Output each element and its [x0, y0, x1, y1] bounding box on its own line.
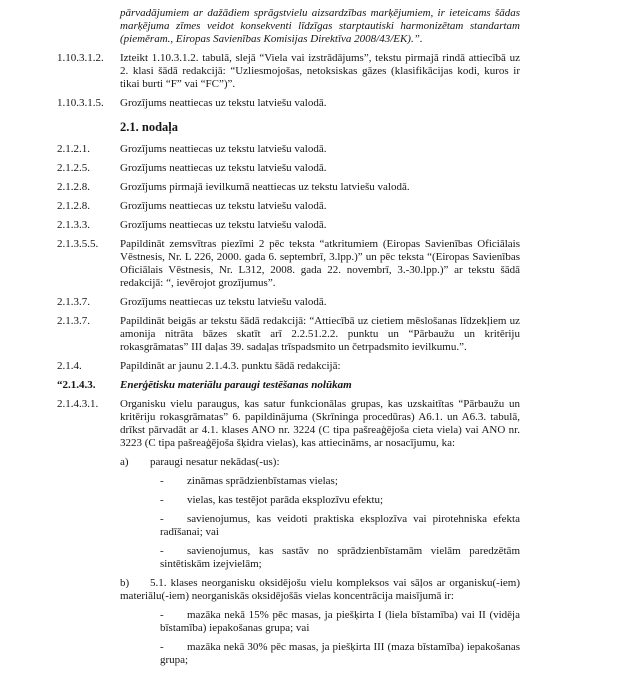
letter-marker: a) [120, 456, 129, 468]
item-text: zināmas sprādzienbīstamas vielas; [187, 475, 338, 487]
dash-marker: - [160, 513, 164, 525]
paragraph-text: Papildināt ar jaunu 2.1.4.3. punktu šādā redakcijā: [120, 360, 341, 372]
numbered-row [57, 360, 639, 373]
item-number: 2.1.2.5. [57, 162, 90, 174]
item-number: “2.1.4.3. [57, 379, 96, 391]
numbered-row [57, 296, 639, 309]
item-text: vielas, kas testējot parāda eksplozīvu efektu; [187, 494, 384, 506]
numbered-row [57, 162, 639, 175]
document-body [57, 7, 639, 667]
dash-item [160, 641, 520, 667]
dash-row [57, 475, 639, 488]
dash-item [160, 513, 520, 539]
heading-row [57, 120, 639, 135]
dash-row [57, 513, 639, 539]
numbered-row [57, 315, 639, 354]
dash-row [57, 641, 639, 667]
paragraph-text: Grozījums neattiecas uz tekstu latviešu valodā. [120, 296, 327, 308]
paragraph-text: Grozījums neattiecas uz tekstu latviešu valodā. [120, 162, 327, 174]
dash-marker: - [160, 641, 164, 653]
paragraph-text: Papildināt beigās ar tekstu šādā redakcijā: “Attiecībā uz cietiem mēslošanas līdzekļiem uz amonija nitrāta bāzes skatīt arī 2.2.51.2.2. punktu un “Pārbaužu un kritēriju rokasgrāmatas” III daļas 39. sadaļas trīspadsmito un četrpadsmito ievilkumu.”. [120, 315, 520, 353]
paragraph-text: Organisku vielu paraugus, kas satur funkcionālas grupas, kas uzskaitītas “Pārbaužu un kritēriju rokasgrāmatas” 6. papildinājuma (Skrīninga procedūras) A6.1. un A6.3. tabulā, drīkst pārvadāt ar 4.1. klases ANO nr. 3224 (C tipa pašreaģējoša cieta viela) vai ANO nr. 3223 (C tipa pašreaģējoša šķidra vielas), kas attiecināms, ar nosacījumu, ka: [120, 398, 520, 449]
numbered-row [57, 97, 639, 110]
letter-item [120, 456, 520, 469]
item-number: 2.1.3.5.5. [57, 238, 99, 250]
continuation-row [57, 7, 639, 46]
dash-item [160, 475, 520, 488]
item-number: 2.1.2.8. [57, 200, 90, 212]
dash-item [160, 494, 520, 507]
item-number: 2.1.3.3. [57, 219, 90, 231]
paragraph-text: Grozījums neattiecas uz tekstu latviešu valodā. [120, 200, 327, 212]
paragraph-text: Grozījums neattiecas uz tekstu latviešu valodā. [120, 143, 327, 155]
paragraph-text: Grozījums neattiecas uz tekstu latviešu valodā. [120, 219, 327, 231]
item-text: paraugi nesatur nekādas(-us): [150, 456, 280, 468]
paragraph-text: Izteikt 1.10.3.1.2. tabulā, slejā “Viela vai izstrādājums”, tekstu pirmajā rindā attiecībā uz 2. klasi šādā redakcijā: “Uzliesmojošas, netoksiskas gāzes (klasifikācijas kodi, kuros ir tikai burti “F” vai “FC”)”. [120, 52, 520, 90]
amendment-title: Enerģētisku materiālu paraugi testēšanas nolūkam [120, 379, 352, 391]
item-text: mazāka nekā 30% pēc masas, ja piešķirta III (maza bīstamība) iepakošanas grupa; [160, 641, 520, 666]
dash-row [57, 494, 639, 507]
numbered-row [57, 52, 639, 91]
letter-marker: b) [120, 577, 130, 589]
paragraph-text: pārvadājumiem ar dažādiem sprāgstvielu aizsardzības marķējumiem, ir ieteicams šādas marķējuma zīmes veidot konsekventi līdzīgas starptautiski harmonizētam standartam (piemēram., Eiropas Savienības Komisijas Direktīva 2008/43/EK).”. [120, 7, 520, 45]
dash-item [160, 545, 520, 571]
dash-marker: - [160, 609, 164, 621]
dash-item [160, 609, 520, 635]
paragraph-text: Grozījums pirmajā ievilkumā neattiecas uz tekstu latviešu valodā. [120, 181, 410, 193]
dash-row [57, 609, 639, 635]
numbered-row [57, 200, 639, 213]
numbered-row [57, 238, 639, 290]
item-number: 2.1.3.7. [57, 315, 90, 327]
dash-marker: - [160, 494, 164, 506]
item-number: 1.10.3.1.2. [57, 52, 104, 64]
item-number: 2.1.2.8. [57, 181, 90, 193]
letter-row [57, 456, 639, 469]
section-heading: 2.1. nodaļa [120, 120, 179, 134]
dash-row [57, 545, 639, 571]
numbered-row [57, 181, 639, 194]
item-text: savienojumus, kas sastāv no sprādzienbīstamām vielām paredzētām sintētiskām izejvielām; [160, 545, 520, 570]
paragraph-text: Grozījums neattiecas uz tekstu latviešu valodā. [120, 97, 327, 109]
dash-marker: - [160, 545, 164, 557]
subheading-row [57, 379, 639, 392]
item-number: 2.1.3.7. [57, 296, 90, 308]
item-number: 2.1.4.3.1. [57, 398, 99, 410]
dash-marker: - [160, 475, 164, 487]
numbered-row [57, 143, 639, 156]
numbered-row [57, 398, 639, 450]
letter-row [57, 577, 639, 603]
item-number: 2.1.4. [57, 360, 82, 372]
numbered-row [57, 219, 639, 232]
item-text: mazāka nekā 15% pēc masas, ja piešķirta I (liela bīstamība) vai II (vidēja bīstamība) iepakošanas grupa; vai [160, 609, 520, 634]
item-number: 2.1.2.1. [57, 143, 90, 155]
paragraph-text: Papildināt zemsvītras piezīmi 2 pēc teksta “atkritumiem (Eiropas Savienības Oficiālais Vēstnesis, Nr. L 226, 2000. gada 6. septembrī, 3.lpp.)” un pēc teksta “(Eiropas Savienības Oficiālais Vēstnesis, Nr. L312, 2008. gada 22. novembrī, 3.-30.lpp.)” ar tekstu šādā redakcijā: “, ievērojot grozījumus”. [120, 238, 520, 289]
item-text: 5.1. klases neorganisku oksidējošu vielu kompleksos vai sāļos ar organisku(-iem) materiālu(-iem) neorganiskās oksidējošās vielas koncentrācija maisījumā ir: [120, 577, 520, 602]
item-text: savienojumus, kas veidoti praktiska eksplozīva vai pirotehniska efekta radīšanai; vai [160, 513, 520, 538]
letter-item [120, 577, 520, 603]
item-number: 1.10.3.1.5. [57, 97, 104, 109]
